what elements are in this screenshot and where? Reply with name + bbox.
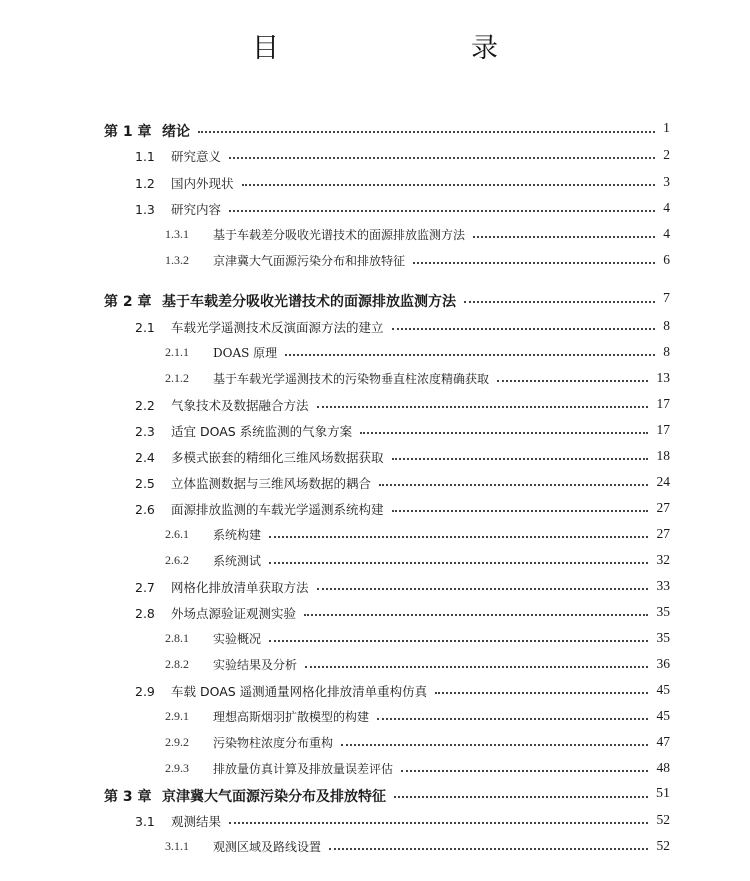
toc-entry[interactable] bbox=[0, 810, 750, 832]
toc-entry-number: 2.6.2 bbox=[165, 553, 189, 567]
toc-entry[interactable] bbox=[0, 342, 750, 364]
page-title: 目 录 bbox=[252, 33, 544, 64]
toc-entry-number: 2.2 bbox=[135, 397, 155, 413]
toc-dot-leader bbox=[305, 666, 648, 668]
toc-entry-page-number: 35 bbox=[656, 630, 670, 645]
toc-entry-number: 2.8 bbox=[135, 605, 155, 621]
toc-entry-page-number: 51 bbox=[656, 786, 670, 801]
toc-entry-title: DOAS 原理 bbox=[213, 346, 278, 360]
toc-entry-title: 车载光学遥测技术反演面源方法的建立 bbox=[171, 320, 384, 335]
toc-entry-number: 1.3.1 bbox=[165, 227, 189, 241]
toc-entry-number: 2.8.2 bbox=[165, 657, 189, 671]
toc-entry-number: 2.9.1 bbox=[165, 709, 189, 723]
toc-entry-page-number: 18 bbox=[656, 448, 670, 463]
toc-dot-leader bbox=[269, 562, 648, 564]
toc-dot-leader bbox=[413, 262, 655, 264]
toc-dot-leader bbox=[269, 536, 648, 538]
toc-entry-label bbox=[104, 291, 456, 311]
toc-entry-page-number: 2 bbox=[663, 147, 670, 162]
toc-entry[interactable] bbox=[0, 732, 750, 754]
toc-dot-leader bbox=[473, 236, 655, 238]
toc-entry-number: 2.6.1 bbox=[165, 527, 189, 541]
toc-dot-leader bbox=[392, 458, 648, 460]
toc-entry-title: 基于车载差分吸收光谱技术的面源排放监测方法 bbox=[213, 228, 466, 242]
toc-entry-page-number: 32 bbox=[656, 552, 670, 567]
toc-entry-title: 京津冀大气面源污染分布和排放特征 bbox=[213, 254, 406, 268]
toc-dot-leader bbox=[329, 848, 648, 850]
toc-dot-leader bbox=[242, 184, 655, 186]
toc-entry-title: 适宜 DOAS 系统监测的气象方案 bbox=[171, 424, 353, 439]
toc-entry-number: 2.9 bbox=[135, 683, 155, 699]
toc-entry-label bbox=[165, 734, 333, 751]
toc-entry-label bbox=[135, 682, 427, 700]
toc-entry-number: 1.2 bbox=[135, 175, 155, 191]
toc-entry-page-number: 1 bbox=[663, 121, 670, 136]
toc-dot-leader bbox=[229, 210, 655, 212]
toc-entry[interactable] bbox=[0, 420, 750, 442]
toc-entry-title: 系统测试 bbox=[213, 554, 262, 568]
toc-dot-leader bbox=[229, 822, 648, 824]
toc-dot-leader bbox=[497, 380, 648, 382]
toc-entry[interactable] bbox=[0, 628, 750, 650]
toc-entry[interactable] bbox=[0, 119, 750, 141]
toc-entry-number: 2.3 bbox=[135, 423, 155, 439]
toc-entry-page-number: 48 bbox=[656, 760, 670, 775]
toc-entry-label bbox=[104, 786, 386, 806]
toc-entry[interactable] bbox=[0, 250, 750, 272]
toc-entry[interactable] bbox=[0, 654, 750, 676]
toc-entry-number: 2.7 bbox=[135, 579, 155, 595]
toc-entry-title: 实验结果及分析 bbox=[213, 658, 298, 672]
toc-dot-leader bbox=[285, 354, 655, 356]
toc-entry[interactable] bbox=[0, 602, 750, 624]
toc-entry-number: 2.9.3 bbox=[165, 761, 189, 775]
toc-entry-label bbox=[135, 422, 352, 440]
toc-entry-page-number: 35 bbox=[656, 604, 670, 619]
toc-dot-leader bbox=[304, 614, 648, 616]
toc-entry-label bbox=[165, 552, 261, 569]
toc-entry[interactable] bbox=[0, 784, 750, 806]
toc-entry-number: 2.8.1 bbox=[165, 631, 189, 645]
toc-entry-page-number: 7 bbox=[663, 291, 670, 306]
toc-entry-title: 研究内容 bbox=[171, 202, 222, 217]
toc-entry-title: 排放量仿真计算及排放量误差评估 bbox=[213, 762, 394, 776]
toc-dot-leader bbox=[341, 744, 648, 746]
toc-entry-number: 2.4 bbox=[135, 449, 155, 465]
toc-entry-label bbox=[165, 252, 405, 269]
toc-entry-page-number: 52 bbox=[656, 838, 670, 853]
toc-entry-page-number: 52 bbox=[656, 812, 670, 827]
toc-entry-page-number: 4 bbox=[663, 200, 670, 215]
toc-dot-leader bbox=[379, 484, 648, 486]
toc-entry[interactable] bbox=[0, 758, 750, 780]
toc-entry-page-number: 47 bbox=[656, 734, 670, 749]
toc-entry-label bbox=[135, 500, 384, 518]
toc-entry-label bbox=[135, 604, 296, 622]
toc-entry-title: 气象技术及数据融合方法 bbox=[171, 398, 309, 413]
toc-entry-number: 第 1 章 bbox=[104, 124, 152, 140]
toc-entry-number: 3.1.1 bbox=[165, 839, 189, 853]
toc-entry-title: 网格化排放清单获取方法 bbox=[171, 580, 309, 595]
toc-entry-label bbox=[165, 708, 369, 725]
toc-entry-label bbox=[104, 121, 190, 141]
toc-entry[interactable] bbox=[0, 524, 750, 546]
toc-dot-leader bbox=[229, 157, 655, 159]
toc-entry-label bbox=[135, 147, 221, 165]
toc-entry[interactable] bbox=[0, 550, 750, 572]
toc-entry-label bbox=[165, 656, 297, 673]
toc-entry-title: 立体监测数据与三维风场数据的耦合 bbox=[171, 476, 372, 491]
toc-entry[interactable] bbox=[0, 472, 750, 494]
toc-dot-leader bbox=[401, 770, 648, 772]
toc-entry-label bbox=[165, 760, 393, 777]
toc-entry[interactable] bbox=[0, 680, 750, 702]
toc-entry[interactable] bbox=[0, 198, 750, 220]
toc-entry[interactable] bbox=[0, 446, 750, 468]
toc-entry-page-number: 8 bbox=[663, 344, 670, 359]
toc-entry-title: 系统构建 bbox=[213, 528, 262, 542]
toc-entry-label bbox=[135, 578, 309, 596]
toc-entry-label bbox=[165, 630, 261, 647]
toc-dot-leader bbox=[360, 432, 648, 434]
toc-entry-title: 多模式嵌套的精细化三维风场数据获取 bbox=[171, 450, 384, 465]
toc-dot-leader bbox=[269, 640, 648, 642]
toc-entry-number: 2.6 bbox=[135, 501, 155, 517]
toc-dot-leader bbox=[392, 328, 655, 330]
toc-entry-page-number: 45 bbox=[656, 682, 670, 697]
toc-entry-number: 1.3 bbox=[135, 201, 155, 217]
toc-entry-number: 1.3.2 bbox=[165, 253, 189, 267]
toc-entry-title: 车载 DOAS 遥测通量网格化排放清单重构仿真 bbox=[171, 684, 428, 699]
toc-entry[interactable] bbox=[0, 836, 750, 858]
toc-entry[interactable] bbox=[0, 172, 750, 194]
toc-entry-title: 京津冀大气面源污染分布及排放特征 bbox=[162, 789, 386, 805]
toc-entry[interactable] bbox=[0, 224, 750, 246]
toc-entry-label bbox=[165, 344, 277, 361]
toc-entry-page-number: 17 bbox=[656, 422, 670, 437]
toc-entry-page-number: 45 bbox=[656, 708, 670, 723]
toc-entry-page-number: 27 bbox=[656, 500, 670, 515]
toc-entry-number: 2.1 bbox=[135, 319, 155, 335]
toc-entry[interactable] bbox=[0, 368, 750, 390]
toc-entry-number: 3.1 bbox=[135, 813, 155, 829]
toc-entry[interactable] bbox=[0, 706, 750, 728]
toc-entry-page-number: 27 bbox=[656, 526, 670, 541]
toc-entry-page-number: 17 bbox=[656, 396, 670, 411]
toc-entry-title: 绪论 bbox=[162, 124, 190, 140]
toc-dot-leader bbox=[392, 510, 648, 512]
toc-entry-number: 2.1.2 bbox=[165, 371, 189, 385]
toc-entry-title: 面源排放监测的车载光学遥测系统构建 bbox=[171, 502, 384, 517]
toc-entry-title: 实验概况 bbox=[213, 632, 262, 646]
toc-entry-label bbox=[135, 396, 309, 414]
toc-entry-number: 1.1 bbox=[135, 148, 155, 164]
toc-entry-number: 第 3 章 bbox=[104, 789, 152, 805]
toc-entry-title: 研究意义 bbox=[171, 149, 222, 164]
toc-entry-label bbox=[135, 174, 234, 192]
toc-entry[interactable] bbox=[0, 316, 750, 338]
toc-entry-label bbox=[135, 200, 221, 218]
toc-entry-page-number: 36 bbox=[656, 656, 670, 671]
toc-entry-number: 2.1.1 bbox=[165, 345, 189, 359]
toc-dot-leader bbox=[317, 406, 648, 408]
toc-entry-title: 基于车载差分吸收光谱技术的面源排放监测方法 bbox=[162, 294, 456, 310]
toc-dot-leader bbox=[464, 301, 655, 303]
toc-entry-label bbox=[165, 838, 321, 855]
toc-entry-title: 观测结果 bbox=[171, 814, 222, 829]
toc-entry-title: 观测区域及路线设置 bbox=[213, 840, 322, 854]
toc-dot-leader bbox=[377, 718, 648, 720]
toc-entry-title: 外场点源验证观测实验 bbox=[171, 606, 297, 621]
toc-entry-page-number: 33 bbox=[656, 578, 670, 593]
toc-entry-number: 2.9.2 bbox=[165, 735, 189, 749]
toc-entry-title: 国内外现状 bbox=[171, 176, 234, 191]
toc-entry-page-number: 8 bbox=[663, 318, 670, 333]
toc-dot-leader bbox=[198, 131, 655, 133]
toc-entry[interactable] bbox=[0, 576, 750, 598]
toc-entry-label bbox=[135, 474, 371, 492]
toc-entry-label bbox=[165, 226, 465, 243]
toc-entry-title: 污染物柱浓度分布重构 bbox=[213, 736, 334, 750]
toc-entry-label bbox=[135, 812, 221, 830]
toc-dot-leader bbox=[317, 588, 648, 590]
toc-entry-page-number: 24 bbox=[656, 474, 670, 489]
toc-entry-label bbox=[165, 526, 261, 543]
toc-entry-label bbox=[135, 448, 384, 466]
toc-entry-number: 2.5 bbox=[135, 475, 155, 491]
toc-entry-page-number: 3 bbox=[663, 174, 670, 189]
toc-entry-title: 基于车载光学遥测技术的污染物垂直柱浓度精确获取 bbox=[213, 372, 490, 386]
toc-entry-label bbox=[165, 370, 489, 387]
toc-entry-page-number: 6 bbox=[663, 252, 670, 267]
toc-entry-number: 第 2 章 bbox=[104, 294, 152, 310]
toc-dot-leader bbox=[435, 692, 648, 694]
toc-dot-leader bbox=[394, 796, 648, 798]
toc-entry-page-number: 13 bbox=[656, 370, 670, 385]
toc-entry[interactable] bbox=[0, 289, 750, 311]
toc-entry-label bbox=[135, 318, 384, 336]
toc-entry-page-number: 4 bbox=[663, 226, 670, 241]
toc-entry-title: 理想高斯烟羽扩散模型的构建 bbox=[213, 710, 370, 724]
toc-entry[interactable] bbox=[0, 394, 750, 416]
toc-entry[interactable] bbox=[0, 498, 750, 520]
toc-entry[interactable] bbox=[0, 145, 750, 167]
